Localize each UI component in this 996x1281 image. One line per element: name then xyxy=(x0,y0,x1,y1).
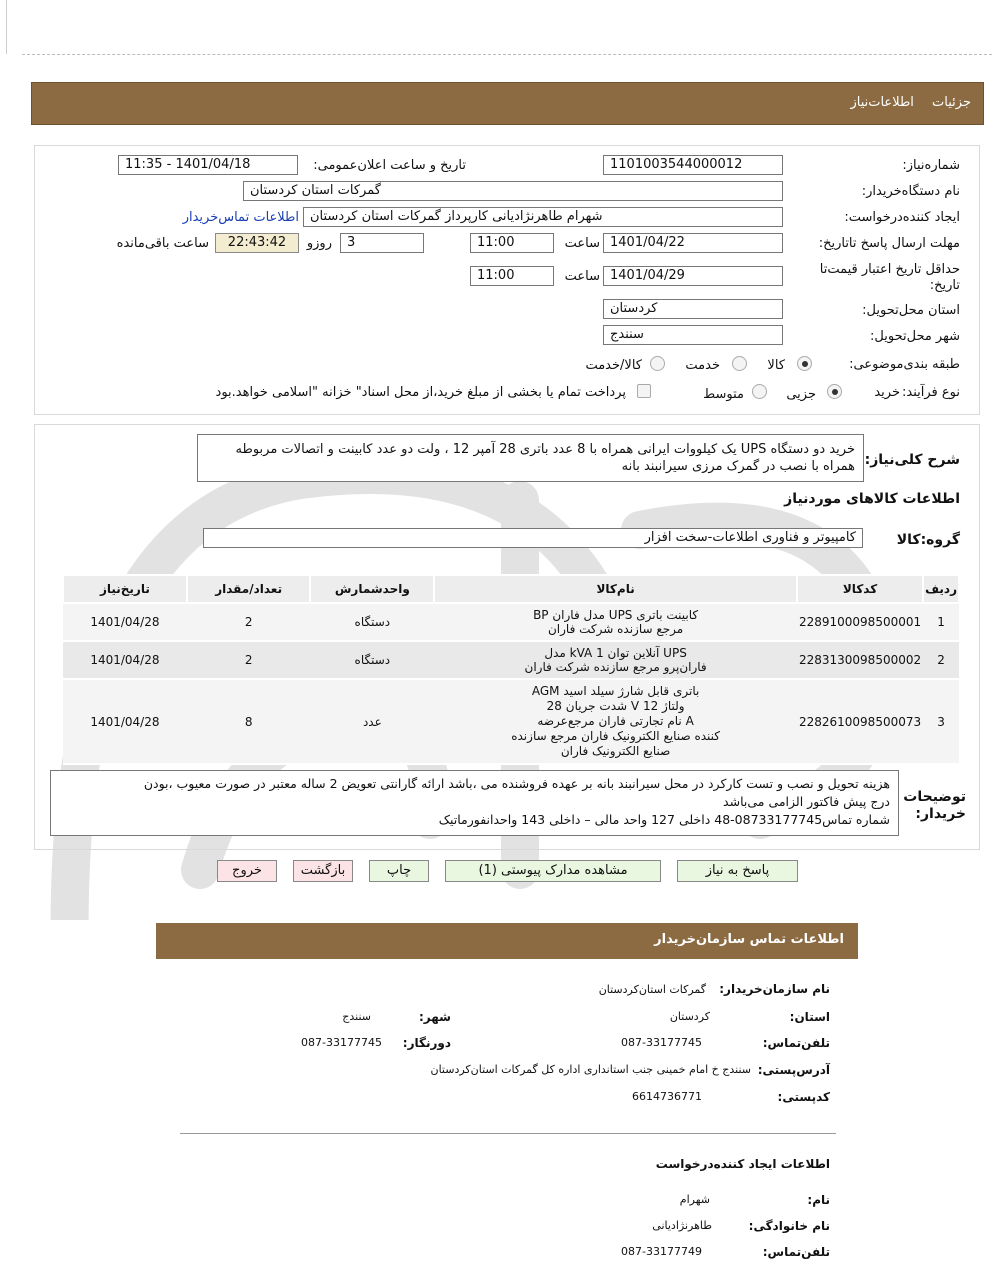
process-radio-minor[interactable] xyxy=(827,384,842,399)
goods-table xyxy=(62,574,960,765)
contact-phone: 087-33177745 xyxy=(621,1036,702,1049)
cell-date: 1401/04/28 xyxy=(63,679,187,764)
cell-name-line: مرجع سازنده شرکت فاران xyxy=(547,622,684,636)
tab-details[interactable]: جزئیات xyxy=(932,95,971,110)
group-field: کامپیوتر و فناوری اطلاعات-سخت افزار xyxy=(203,528,863,548)
cell-name xyxy=(434,679,797,764)
notes-line: درج پیش فاکتور الزامی می‌باشد xyxy=(723,794,890,809)
table-row xyxy=(63,603,959,641)
cell-unit: عدد xyxy=(310,679,434,764)
cell-row: 2 xyxy=(923,641,959,679)
cell-name-line: A نام تجارتی فاران مرجع‌عرضه xyxy=(537,714,694,728)
province-label: استان محل‌تحویل: xyxy=(862,303,960,318)
need-number-label: شماره‌نیاز: xyxy=(902,158,960,173)
contact-fax: 087-33177745 xyxy=(301,1036,382,1049)
cell-name-line: کابینت باتری UPS مدل فاران BP xyxy=(533,608,699,622)
buyer-org-field: گمرکات استان کردستان xyxy=(243,181,783,201)
deadline-label: مهلت ارسال پاسخ تا‌تاریخ: xyxy=(818,236,960,251)
creator-phone: 087-33177749 xyxy=(621,1245,702,1258)
table-header-row xyxy=(63,575,959,603)
process-option-minor: جزیی xyxy=(786,387,816,402)
process-radio-medium[interactable] xyxy=(752,384,767,399)
table-row xyxy=(63,641,959,679)
process-label: نوع فرآیند: xyxy=(902,385,960,400)
cell-name-line: ولتاژ 12 V شدت جریان 28 xyxy=(546,699,685,713)
cell-name-line: فاران‌پرو مرجع سازنده شرکت فاران xyxy=(524,660,707,674)
col-date-header: تاریخ‌نیاز xyxy=(63,575,187,603)
creator-field: شهرام طاهرنژادیانی کارپرداز گمرکات استان کردستان xyxy=(303,207,783,227)
cell-name xyxy=(434,641,797,679)
left-rule xyxy=(6,0,7,54)
need-number-field: 1101003544000012 xyxy=(603,155,783,175)
contact-phone-label: تلفن‌تماس: xyxy=(762,1036,830,1050)
payment-note: پرداخت تمام یا بخشی از مبلغ خرید،از محل اسناد" خزانه "اسلامی خواهد.بود xyxy=(215,385,626,400)
creator-family-label: نام خانوادگی: xyxy=(748,1219,830,1233)
cell-code: 2289100098500001 xyxy=(797,603,923,641)
details-header-bar xyxy=(31,82,984,125)
buyer-contact-header: اطلاعات تماس سازمان‌خریدار xyxy=(156,923,858,959)
contact-city-label: شهر: xyxy=(419,1010,451,1024)
col-unit-header: واحدشمارش xyxy=(310,575,434,603)
summary-text-box: خرید دو دستگاه UPS یک کیلووات ایرانی همراه با 8 عدد باتری 28 آمپر 12 ، ولت دو عدد کابینت و اتصالات مربوطه همراه با نصب در گمرک مرزی سیرانبند بانه xyxy=(197,434,864,482)
goods-info-title: اطلاعات کالاهای موردنیاز xyxy=(784,491,960,507)
cell-code: 2282610098500073 xyxy=(797,679,923,764)
contact-address-label: آدرس‌پستی: xyxy=(757,1063,830,1077)
cell-unit: دستگاه xyxy=(310,603,434,641)
print-button[interactable]: چاپ xyxy=(369,860,429,882)
remaining-word: ساعت باقی‌مانده xyxy=(116,236,209,251)
notes-box xyxy=(50,770,899,836)
validity-time-word: ساعت xyxy=(564,269,600,284)
category-option-goods: کالا xyxy=(767,358,785,373)
cell-name-line: UPS آنلاین توان 1 kVA مدل xyxy=(544,646,687,660)
contact-postal-label: کد‌پستی: xyxy=(777,1090,830,1104)
table-row xyxy=(63,679,959,764)
cell-code: 2283130098500002 xyxy=(797,641,923,679)
contact-org-label: نام سازمان‌خریدار: xyxy=(719,982,830,996)
contact-province: کردستان xyxy=(669,1010,710,1023)
category-radio-both[interactable] xyxy=(650,356,665,371)
cell-date: 1401/04/28 xyxy=(63,641,187,679)
validity-time-field: 11:00 xyxy=(470,266,554,286)
col-qty-header: تعداد/مقدار xyxy=(187,575,311,603)
cell-qty: 2 xyxy=(187,603,311,641)
cell-name-line: صنایع الکترونیک فاران xyxy=(560,744,671,758)
cell-row: 1 xyxy=(923,603,959,641)
summary-label: شرح کلی‌نیاز: xyxy=(864,452,960,468)
col-name-header: نام‌کالا xyxy=(434,575,797,603)
process-option-medium: متوسط xyxy=(703,387,744,402)
buyer-contact-link[interactable]: اطلاعات تماس‌خریدار xyxy=(182,210,299,225)
tab-need-info[interactable]: اطلاعات‌نیاز xyxy=(850,95,914,110)
reply-button[interactable]: پاسخ به نیاز xyxy=(677,860,798,882)
notes-label-2: خریدار: xyxy=(915,806,966,822)
cell-unit: دستگاه xyxy=(310,641,434,679)
group-label: گروه:کالا xyxy=(896,532,960,548)
announce-field: 1401/04/18 - 11:35 xyxy=(118,155,298,175)
category-radio-goods[interactable] xyxy=(797,356,812,371)
buyer-org-label: نام دستگاه‌خریدار: xyxy=(861,184,960,199)
cell-name-line: باتری قابل شارژ سیلد اسید AGM xyxy=(531,684,700,698)
cell-name-line: کننده صنایع الکترونیک فاران مرجع سازنده xyxy=(511,729,720,743)
col-code-header: کدکالا xyxy=(797,575,923,603)
process-buy: خرید xyxy=(874,385,900,400)
cell-row: 3 xyxy=(923,679,959,764)
creator-info-title: اطلاعات ایجاد کننده‌درخواست xyxy=(655,1157,830,1171)
exit-button[interactable]: خروج xyxy=(217,860,277,882)
remaining-timer: 22:43:42 xyxy=(215,233,299,253)
validity-label-2: تاریخ: xyxy=(929,278,960,293)
back-button[interactable]: بازگشت xyxy=(293,860,353,882)
notes-label-1: توضیحات xyxy=(903,789,966,805)
contact-divider xyxy=(180,1133,836,1134)
city-field: سنندج xyxy=(603,325,783,345)
creator-phone-label: تلفن‌تماس: xyxy=(762,1245,830,1259)
announce-label: تاریخ و ساعت اعلان‌عمومی: xyxy=(313,158,466,173)
contact-postal: 6614736771 xyxy=(632,1090,702,1103)
col-row-header: ردیف xyxy=(923,575,959,603)
days-word: روز‌و xyxy=(306,236,332,251)
payment-checkbox[interactable] xyxy=(637,384,651,398)
deadline-time-field: 11:00 xyxy=(470,233,554,253)
cell-qty: 8 xyxy=(187,679,311,764)
creator-label: ایجاد کننده‌درخواست: xyxy=(844,210,960,225)
cell-qty: 2 xyxy=(187,641,311,679)
category-label: طبقه بندی‌موضوعی: xyxy=(849,357,960,372)
category-radio-service[interactable] xyxy=(732,356,747,371)
deadline-time-word: ساعت xyxy=(564,236,600,251)
contact-city: سنندج xyxy=(342,1010,371,1023)
contact-fax-label: دورنگار: xyxy=(402,1036,451,1050)
creator-name-label: نام: xyxy=(807,1193,830,1207)
city-label: شهر محل‌تحویل: xyxy=(870,329,960,344)
top-divider xyxy=(22,54,992,55)
notes-line: هزینه تحویل و نصب و تست کارکرد در محل سیرانبند بانه بر عهده فروشنده می ،باشد ارائه گارانتی تعویض 2 ساله معتبر در صورت معیوب ،بودن xyxy=(143,776,890,791)
category-option-service: خدمت xyxy=(685,358,720,373)
creator-family: طاهرنژادیانی xyxy=(652,1219,712,1232)
validity-date-field: 1401/04/29 xyxy=(603,266,783,286)
view-documents-button[interactable]: مشاهده مدارک پیوستی (1) xyxy=(445,860,661,882)
province-field: کردستان xyxy=(603,299,783,319)
deadline-date-field: 1401/04/22 xyxy=(603,233,783,253)
category-option-both: کالا/خدمت xyxy=(585,358,642,373)
creator-name: شهرام xyxy=(679,1193,710,1206)
contact-address: سنندج خ امام خمینی جنب استانداری اداره کل گمرکات استان‌کردستان xyxy=(430,1063,751,1076)
contact-province-label: استان: xyxy=(789,1010,830,1024)
cell-date: 1401/04/28 xyxy=(63,603,187,641)
days-field: 3 xyxy=(340,233,424,253)
contact-org: گمرکات استان‌کردستان xyxy=(598,983,706,996)
cell-name xyxy=(434,603,797,641)
notes-line: شماره تماس08733177745-48 داخلی 127 واحد مالی – داخلی 143 واحدانفورماتیک xyxy=(438,812,890,827)
validity-label-1: حداقل تاریخ اعتبار قیمت‌تا xyxy=(819,262,960,277)
